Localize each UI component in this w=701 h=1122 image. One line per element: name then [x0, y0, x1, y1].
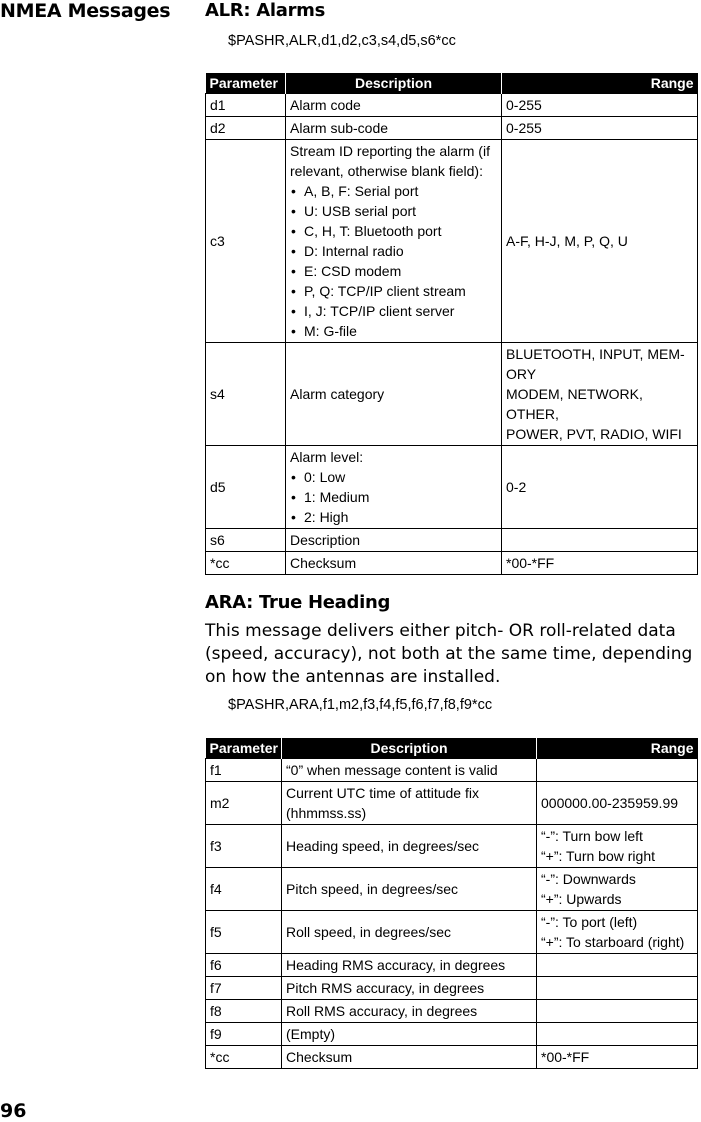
desc-text: Stream ID reporting the alarm (if relevant, otherwise blank field):	[290, 143, 490, 179]
range-line: “-”: Turn bow left	[541, 828, 643, 844]
range-line: POWER, PVT, RADIO, WIFI	[506, 426, 682, 442]
table-row	[206, 1023, 698, 1046]
list-item: • 1: Medium	[290, 487, 497, 507]
list-item: • M: G-file	[290, 321, 497, 341]
ara-syntax: $PASHR,ARA,f1,m2,f3,f4,f5,f6,f7,f8,f9*cc	[228, 697, 493, 713]
list-item: • C, H, T: Bluetooth port	[290, 221, 497, 241]
table-row	[206, 1046, 698, 1069]
alr-parameter-table	[205, 73, 698, 575]
alr-section-title: ALR: Alarms	[205, 0, 326, 21]
table-row	[206, 868, 698, 911]
range-cell: 0-2	[502, 446, 698, 529]
param-cell: c3	[206, 140, 286, 343]
table-row	[206, 94, 698, 117]
desc-cell	[282, 782, 537, 825]
range-cell	[537, 1023, 698, 1046]
table-row	[206, 343, 698, 446]
range-cell	[537, 977, 698, 1000]
list-item: • 0: Low	[290, 467, 497, 487]
table-row	[206, 1000, 698, 1023]
alr-syntax: $PASHR,ALR,d1,d2,c3,s4,d5,s6*cc	[228, 33, 456, 49]
desc-cell: “0” when message content is valid	[282, 759, 537, 782]
page-number: 96	[0, 1100, 27, 1122]
table-row	[206, 911, 698, 954]
desc-cell: Heading speed, in degrees/sec	[282, 825, 537, 868]
range-cell	[537, 868, 698, 911]
header-range: Range	[537, 738, 698, 759]
range-cell: 000000.00-235959.99	[537, 782, 698, 825]
range-cell	[537, 825, 698, 868]
stream-list	[290, 181, 497, 341]
range-line: “+”: To starboard (right)	[541, 934, 685, 950]
list-item: • 2: High	[290, 507, 497, 527]
desc-cell: Heading RMS accuracy, in degrees	[282, 954, 537, 977]
table-row	[206, 140, 698, 343]
table-row	[206, 552, 698, 575]
table-row	[206, 117, 698, 140]
range-line: “-”: Downwards	[541, 871, 636, 887]
desc-line: (hhmmss.ss)	[286, 805, 367, 821]
range-line: “+”: Upwards	[541, 891, 622, 907]
desc-cell: Alarm sub-code	[286, 117, 502, 140]
list-item: • P, Q: TCP/IP client stream	[290, 281, 497, 301]
table-row	[206, 759, 698, 782]
header-description: Description	[286, 73, 502, 94]
desc-cell: Pitch speed, in degrees/sec	[282, 868, 537, 911]
param-cell: f7	[206, 977, 282, 1000]
desc-cell: Alarm code	[286, 94, 502, 117]
header-range: Range	[502, 73, 698, 94]
range-cell	[502, 529, 698, 552]
range-cell	[537, 1000, 698, 1023]
ara-parameter-table	[205, 738, 698, 1069]
param-cell: s4	[206, 343, 286, 446]
table-header-row	[206, 73, 698, 94]
param-cell: d5	[206, 446, 286, 529]
range-line: “-”: To port (left)	[541, 914, 638, 930]
list-item: • I, J: TCP/IP client server	[290, 301, 497, 321]
list-item: • D: Internal radio	[290, 241, 497, 261]
desc-line: Current UTC time of attitude fix	[286, 785, 479, 801]
desc-cell: Description	[286, 529, 502, 552]
range-line: “+”: Turn bow right	[541, 848, 655, 864]
desc-cell: (Empty)	[282, 1023, 537, 1046]
desc-cell: Checksum	[286, 552, 502, 575]
ara-description: This message delivers either pitch- OR roll-related data (speed, accuracy), not both at the same time, depending on how the antennas are installed.	[205, 621, 693, 687]
level-list	[290, 467, 497, 527]
range-line: BLUETOOTH, INPUT, MEM-ORY	[506, 346, 685, 382]
param-cell: d2	[206, 117, 286, 140]
table-row	[206, 977, 698, 1000]
param-cell: f5	[206, 911, 282, 954]
table-header-row	[206, 738, 698, 759]
range-cell	[537, 954, 698, 977]
range-cell	[537, 911, 698, 954]
param-cell: m2	[206, 782, 282, 825]
range-cell	[502, 343, 698, 446]
list-item: • U: USB serial port	[290, 201, 497, 221]
range-cell: *00-*FF	[537, 1046, 698, 1069]
range-cell	[537, 759, 698, 782]
desc-text: Alarm level:	[290, 449, 364, 465]
header-parameter: Parameter	[206, 73, 286, 94]
desc-cell: Checksum	[282, 1046, 537, 1069]
range-cell: 0-255	[502, 94, 698, 117]
table-row	[206, 446, 698, 529]
param-cell: d1	[206, 94, 286, 117]
param-cell: s6	[206, 529, 286, 552]
list-item: • A, B, F: Serial port	[290, 181, 497, 201]
desc-cell: Roll RMS accuracy, in degrees	[282, 1000, 537, 1023]
param-cell: *cc	[206, 1046, 282, 1069]
table-row	[206, 782, 698, 825]
table-row	[206, 954, 698, 977]
desc-cell: Alarm category	[286, 343, 502, 446]
desc-cell	[286, 140, 502, 343]
param-cell: f9	[206, 1023, 282, 1046]
param-cell: f3	[206, 825, 282, 868]
header-description: Description	[282, 738, 537, 759]
range-cell: A-F, H-J, M, P, Q, U	[502, 140, 698, 343]
param-cell: *cc	[206, 552, 286, 575]
desc-cell	[286, 446, 502, 529]
chapter-title: NMEA Messages	[0, 0, 171, 22]
range-cell: *00-*FF	[502, 552, 698, 575]
param-cell: f1	[206, 759, 282, 782]
list-item: • E: CSD modem	[290, 261, 497, 281]
param-cell: f6	[206, 954, 282, 977]
header-parameter: Parameter	[206, 738, 282, 759]
desc-cell: Roll speed, in degrees/sec	[282, 911, 537, 954]
ara-section-title: ARA: True Heading	[205, 592, 391, 613]
table-row	[206, 825, 698, 868]
table-row	[206, 529, 698, 552]
param-cell: f8	[206, 1000, 282, 1023]
range-cell: 0-255	[502, 117, 698, 140]
param-cell: f4	[206, 868, 282, 911]
range-line: MODEM, NETWORK, OTHER,	[506, 386, 643, 422]
desc-cell: Pitch RMS accuracy, in degrees	[282, 977, 537, 1000]
